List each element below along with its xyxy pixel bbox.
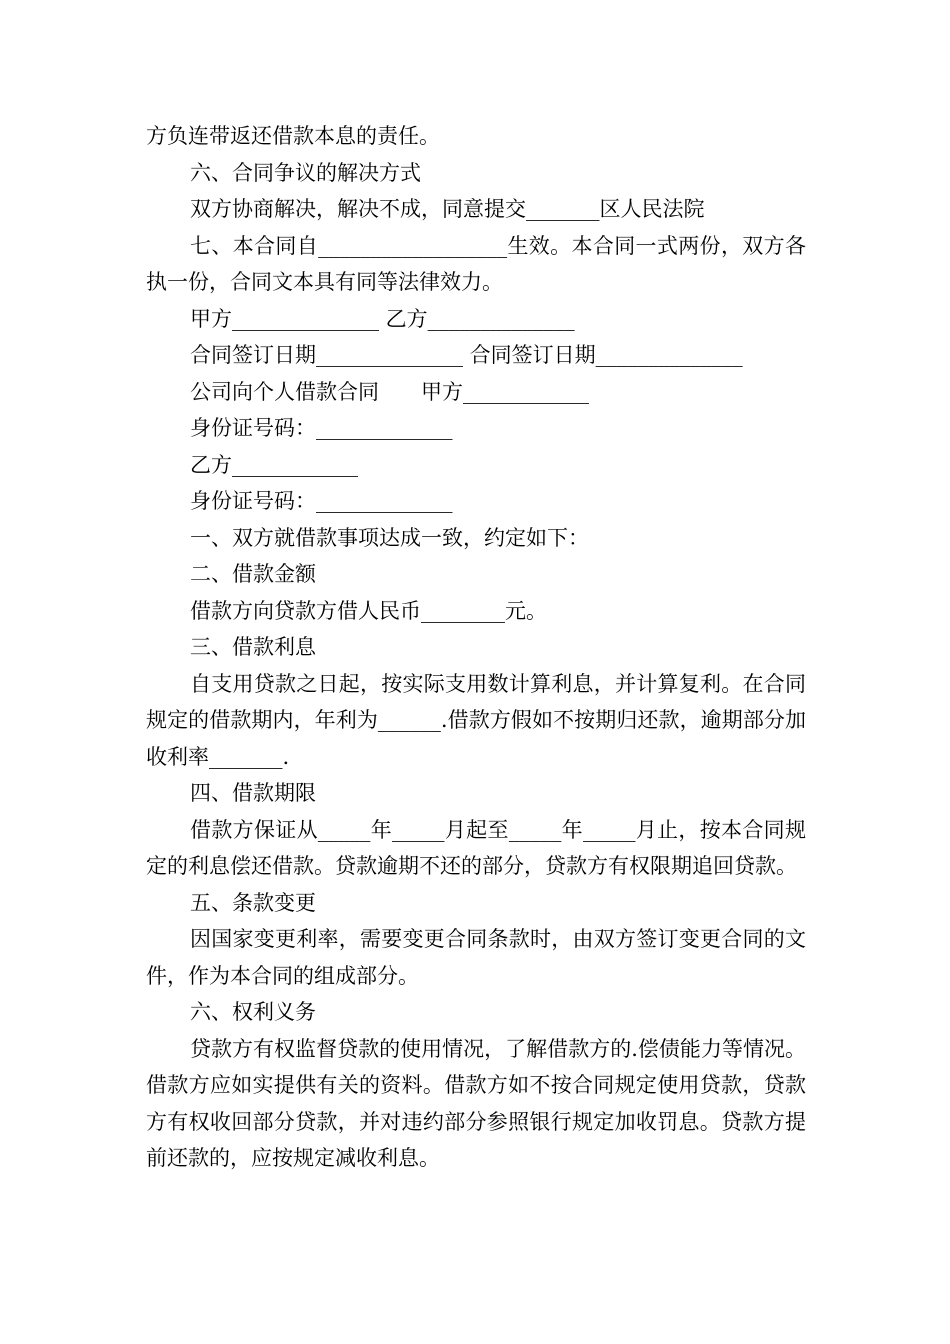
paragraph: 双方协商解决，解决不成，同意提交_______区人民法院 (190, 197, 705, 221)
party-line: 乙方____________ (190, 452, 358, 477)
paragraph: 因国家变更利率，需要变更合同条款时，由双方签订变更合同的文件，作为本合同的组成部分。 (146, 927, 806, 988)
section-heading: 一、双方就借款事项达成一致，约定如下： (190, 525, 589, 550)
contract-title-line: 公司向个人借款合同 甲方____________ (190, 379, 589, 404)
paragraph: 七、本合同自__________________生效。本合同一式两份，双方各执一份，合同文本具有同等法律效力。 (146, 233, 806, 294)
paragraph: 借款方保证从_____年_____月起至_____年_____月止，按本合同规定的利息偿还借款。贷款逾期不还的部分，贷款方有权限期追回贷款。 (146, 817, 806, 878)
paragraph: 自支用贷款之日起，按实际支用数计算利息，并计算复利。在合同规定的借款期内，年利为______.借款方假如不按期归还款，逾期部分加收利率_______. (146, 671, 806, 769)
section-heading: 二、借款金额 (190, 562, 316, 586)
section-heading: 五、条款变更 (190, 890, 316, 915)
section-heading: 四、借款期限 (190, 781, 316, 805)
signature-line: 甲方______________ 乙方______________ (190, 306, 575, 331)
signature-date-line: 合同签订日期______________ 合同签订日期______________ (190, 343, 743, 367)
section-heading: 三、借款利息 (190, 635, 316, 659)
paragraph: 借款方向贷款方借人民币________元。 (190, 598, 547, 623)
section-heading: 六、权利义务 (190, 1000, 316, 1024)
paragraph: 贷款方有权监督贷款的使用情况，了解借款方的.偿债能力等情况。借款方应如实提供有关的资料。借款方如不按合同规定使用贷款，贷款方有权收回部分贷款，并对违约部分参照银行规定加收罚息。贷款方提前还款的，应按规定减收利息。 (146, 1036, 806, 1170)
document-body (146, 118, 806, 1177)
paragraph: 方负连带返还借款本息的责任。 (146, 124, 440, 148)
id-number-line: 身份证号码：_____________ (190, 489, 453, 513)
section-heading: 六、合同争议的解决方式 (190, 160, 421, 185)
id-number-line: 身份证号码：_____________ (190, 416, 453, 440)
